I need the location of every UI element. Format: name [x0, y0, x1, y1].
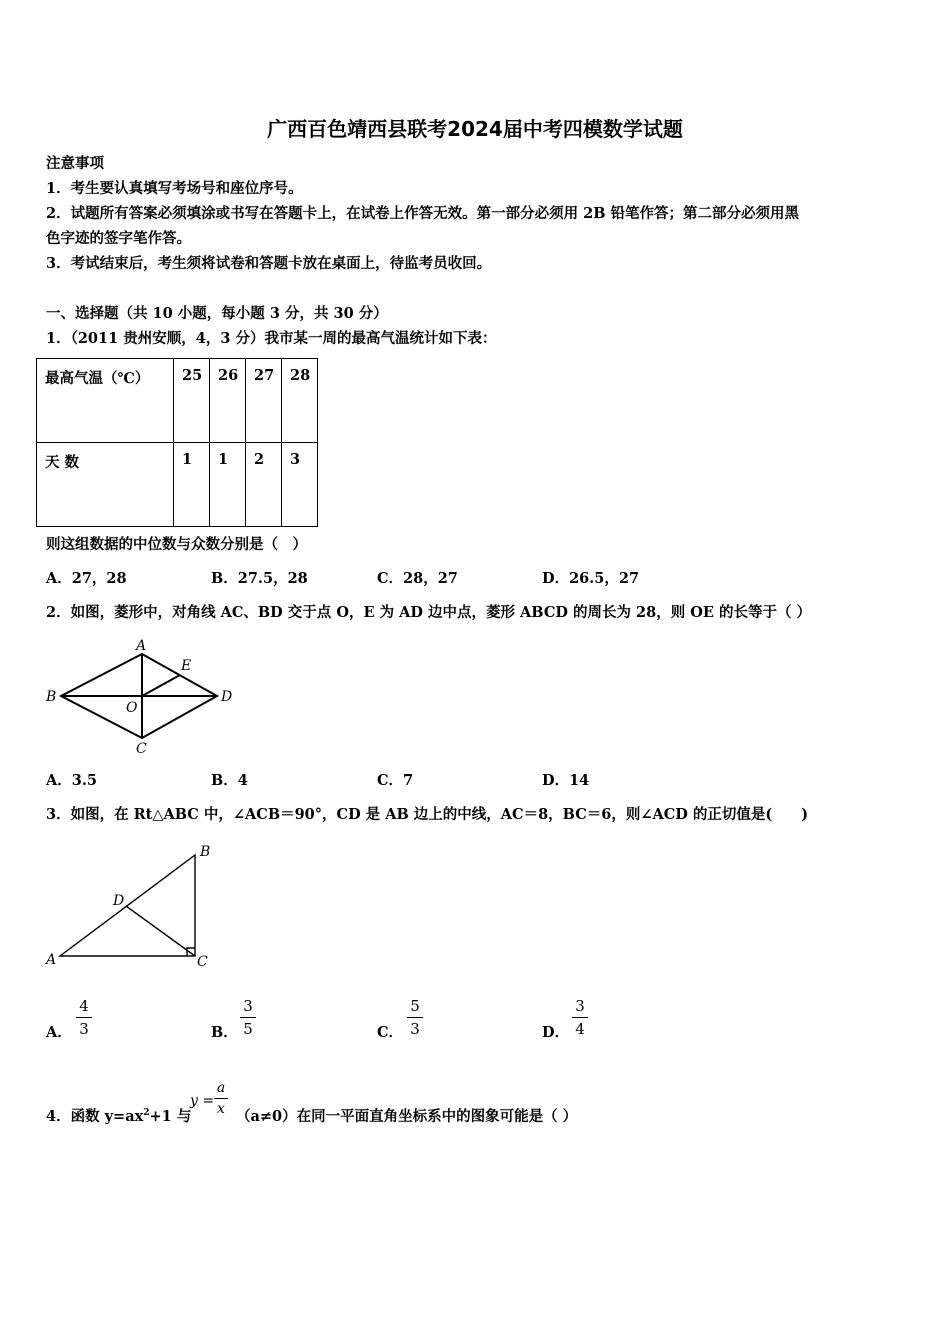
numerator: 3	[243, 997, 253, 1015]
q2-option-d: D．14	[542, 772, 590, 789]
numerator: 5	[410, 997, 420, 1015]
q1-option-a: A．27，28	[46, 570, 127, 587]
q3-option-b-fraction	[240, 997, 256, 1038]
temperature-table	[36, 358, 318, 527]
denominator: 3	[410, 1020, 420, 1038]
q4-exponent: 2	[143, 1108, 150, 1119]
label-e: E	[181, 658, 192, 674]
label-c: C	[136, 741, 147, 757]
q1-option-c: C．28，27	[377, 570, 458, 587]
table-cell: 3	[282, 443, 318, 527]
q1-option-d: D．26.5，27	[542, 570, 640, 587]
table-cell: 2	[246, 443, 282, 527]
notice-item: 3．考试结束后，考生须将试卷和答题卡放在桌面上，待监考员收回。	[46, 255, 492, 272]
q2-stem: 2．如图，菱形中，对角线 AC、BD 交于点 O，E 为 AD 边中点，菱形 ABCD 的周长为 28，则 OE 的长等于（ ）	[46, 604, 812, 621]
q4-stem	[46, 1105, 191, 1126]
q3-option-c: C．	[377, 1024, 404, 1041]
q3-option-d-fraction	[572, 997, 588, 1038]
label-a: A	[46, 952, 57, 968]
q2-option-b: B．4	[211, 772, 248, 789]
rhombus-figure	[40, 632, 240, 757]
q2-option-a: A．3.5	[46, 772, 97, 789]
table-cell: 28	[282, 359, 318, 443]
q4-formula-y: y =	[190, 1093, 215, 1109]
denominator: 5	[243, 1020, 253, 1038]
q3-option-c-fraction	[407, 997, 423, 1038]
notice-item: 1．考生要认真填写考场号和座位序号。	[46, 180, 303, 197]
q3-option-d: D．	[542, 1024, 570, 1041]
denominator: x	[217, 1101, 225, 1117]
q2-option-c: C．7	[377, 772, 414, 789]
label-d: D	[113, 893, 125, 909]
page-title: 广西百色靖西县联考2024届中考四模数学试题	[267, 117, 683, 141]
section-heading: 一、选择题（共 10 小题，每小题 3 分，共 30 分）	[46, 305, 388, 322]
table-cell: 27	[246, 359, 282, 443]
numerator: 3	[575, 997, 585, 1015]
table-cell: 26	[210, 359, 246, 443]
q3-option-b: B．	[211, 1024, 238, 1041]
numerator: 4	[79, 997, 89, 1015]
q1-option-b: B．27.5，28	[211, 570, 308, 587]
triangle-figure	[40, 838, 220, 973]
segment-oe	[142, 675, 180, 696]
notice-heading: 注意事项	[46, 155, 104, 172]
q1-question: 则这组数据的中位数与众数分别是（ ）	[46, 536, 307, 553]
table-row-label: 天 数	[37, 443, 174, 527]
q3-stem: 3．如图，在 Rt△ABC 中，∠ACB＝90°，CD 是 AB 边上的中线，AC＝8，BC＝6，则∠ACD 的正切值是( )	[46, 806, 809, 823]
table-cell: 1	[210, 443, 246, 527]
q1-stem: 1．（2011 贵州安顺，4，3 分）我市某一周的最高气温统计如下表：	[46, 330, 497, 347]
label-c: C	[197, 954, 208, 970]
denominator: 3	[79, 1020, 89, 1038]
notice-item: 2．试题所有答案必须填涂或书写在答题卡上，在试卷上作答无效。第一部分必须用 2B 铅笔作答；第二部分必须用黑	[46, 205, 800, 222]
label-o: O	[126, 700, 138, 716]
denominator: 4	[575, 1020, 585, 1038]
q3-option-a: A．	[46, 1024, 72, 1041]
table-cell: 1	[174, 443, 210, 527]
label-a: A	[136, 638, 147, 654]
label-b: B	[200, 844, 211, 860]
table-cell: 25	[174, 359, 210, 443]
table-row-label: 最高气温（℃）	[37, 359, 174, 443]
median-cd	[126, 906, 195, 956]
label-b: B	[46, 689, 57, 705]
q4-formula-fraction	[214, 1080, 228, 1117]
notice-item: 色字迹的签字笔作答。	[46, 230, 191, 247]
numerator: a	[216, 1080, 226, 1096]
q3-option-a-fraction	[76, 997, 92, 1038]
label-d: D	[221, 689, 233, 705]
q4-suffix: （a≠0）在同一平面直角坐标系中的图象可能是（ ）	[236, 1108, 578, 1125]
q4-prefix: 4．函数 y=ax	[46, 1108, 144, 1125]
q4-mid: +1 与	[149, 1108, 192, 1125]
